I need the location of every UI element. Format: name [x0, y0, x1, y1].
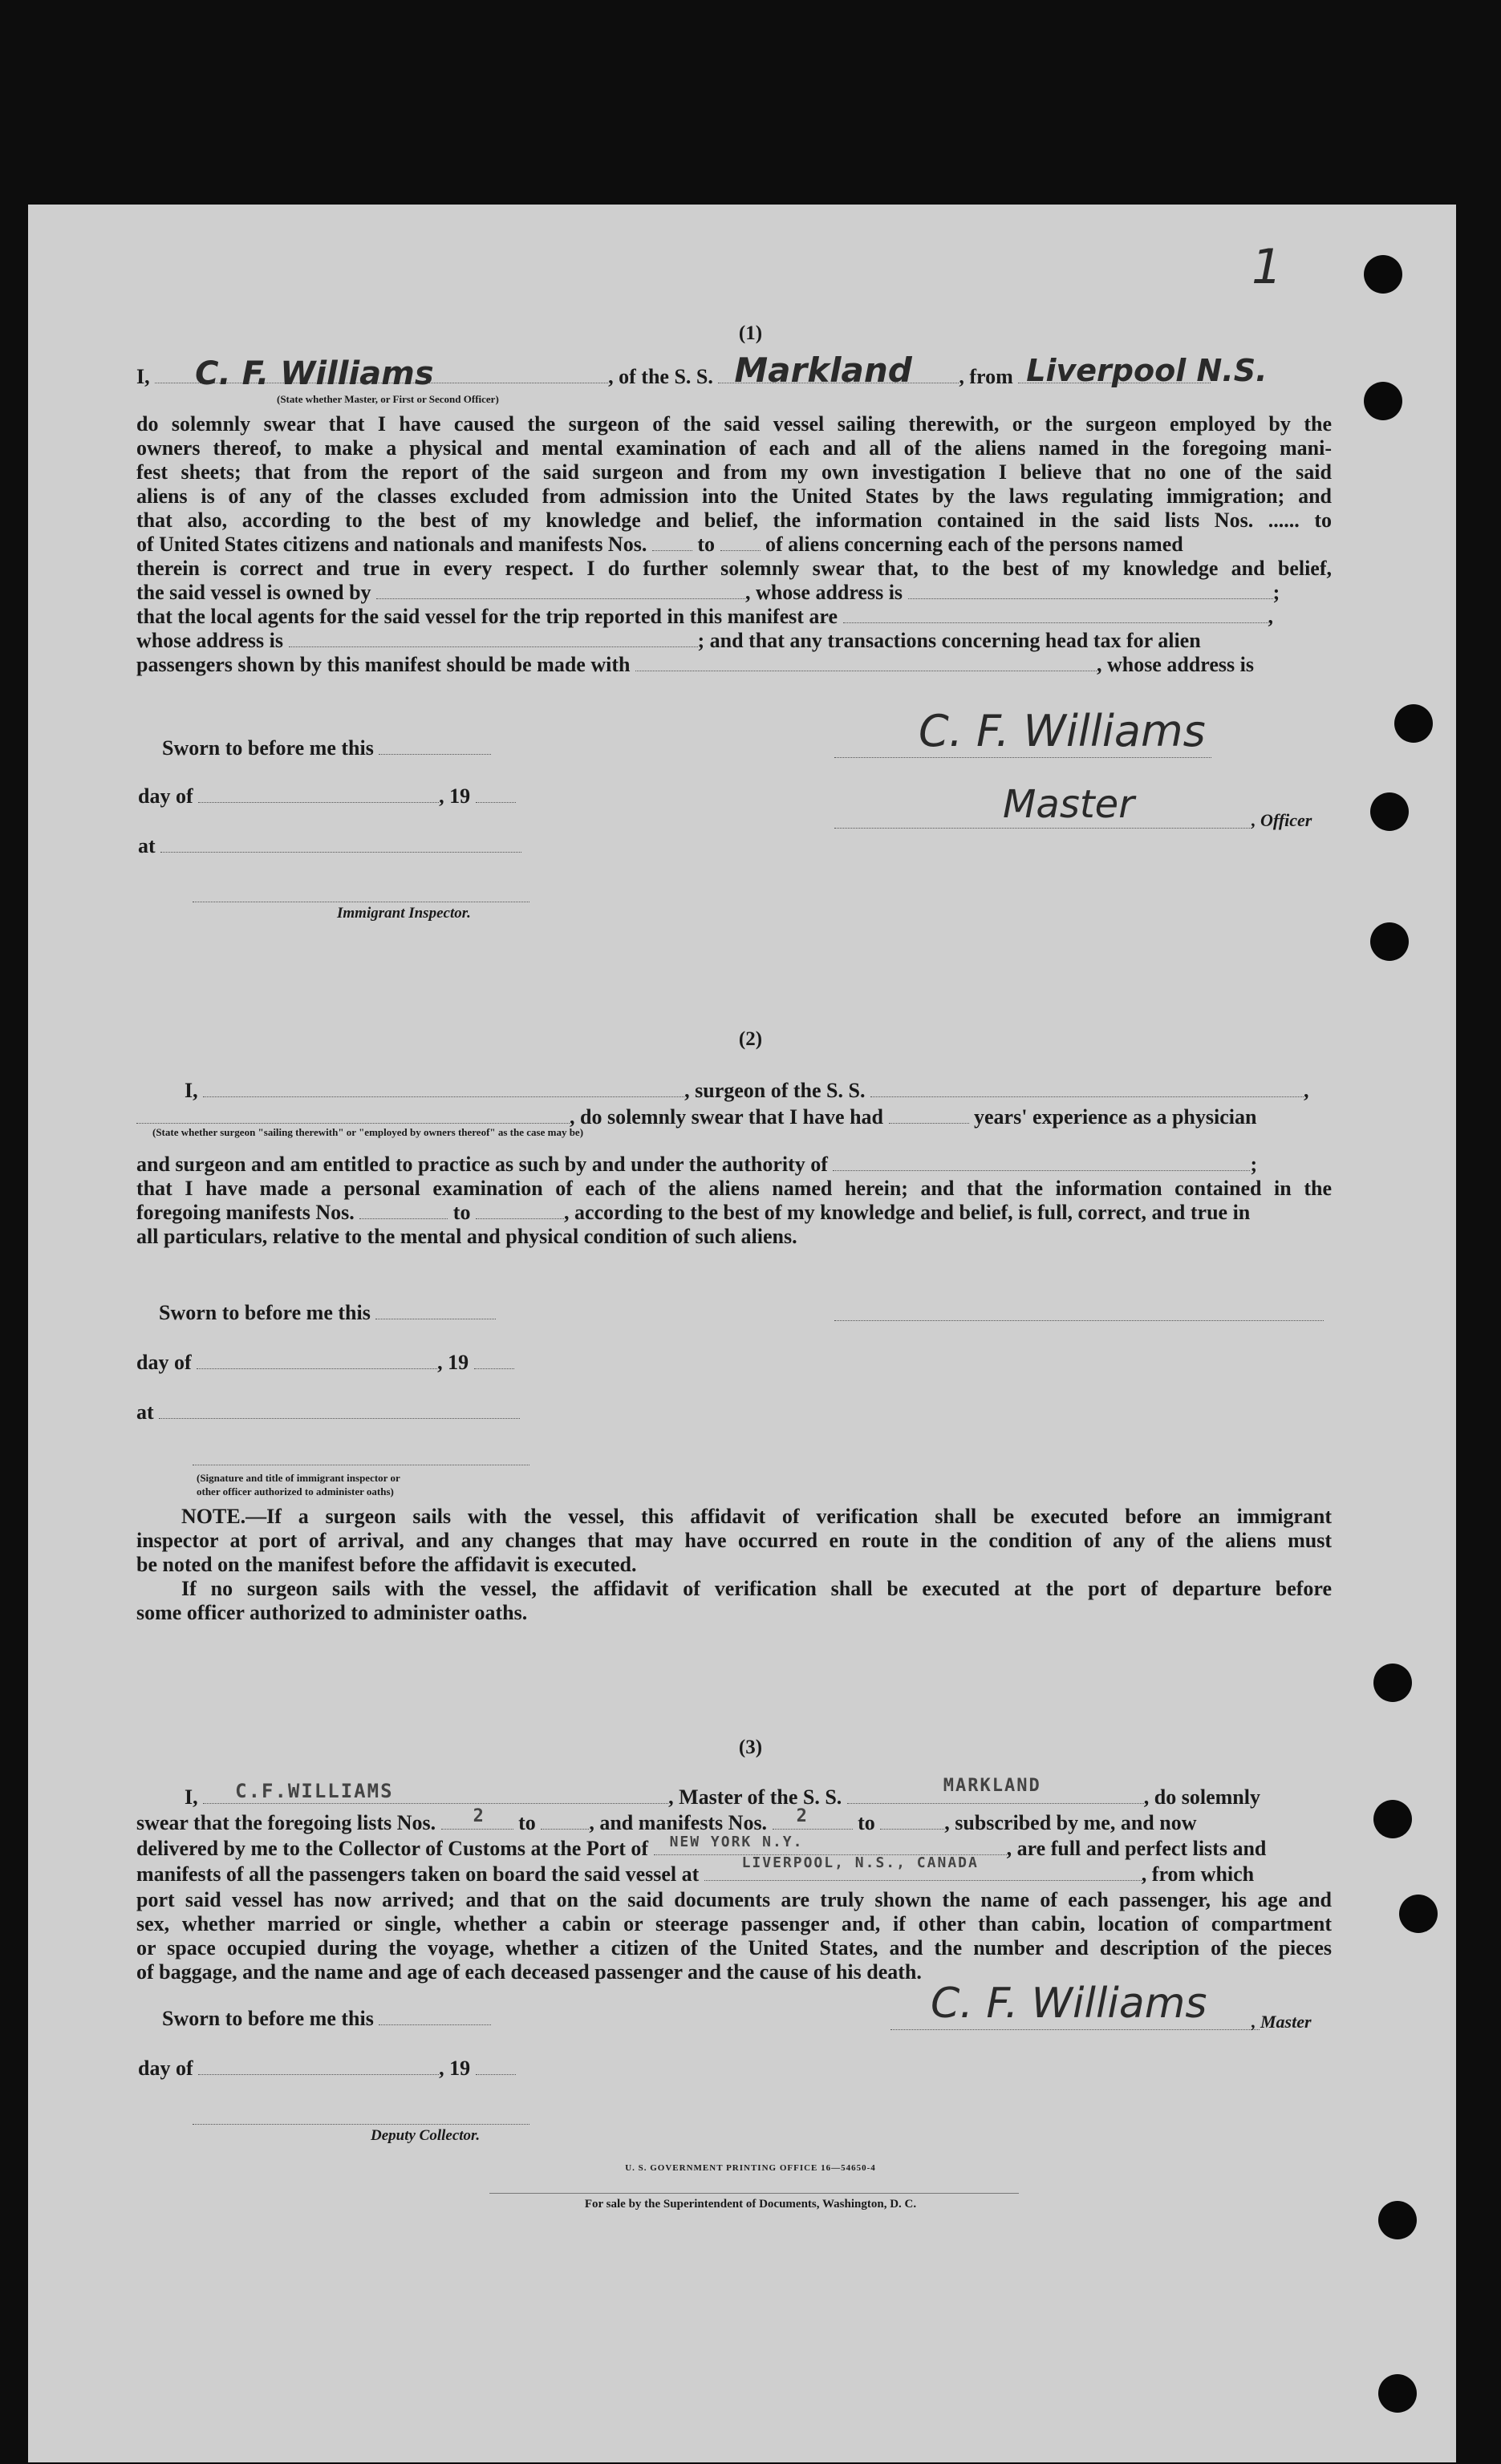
section1-line1: I, C. F. Williams , of the S. S. Markland , from Liverpool N.S.: [136, 351, 1268, 392]
punch-hole: [1370, 792, 1409, 831]
master-signature-line: [890, 2029, 1260, 2030]
text-line: aliens is of any of the classes excluded from admission into the United States by the laws regulating immigration; and: [136, 484, 1332, 508]
collector-label: Deputy Collector.: [371, 2127, 481, 2144]
master-signature-line: [834, 757, 1211, 758]
text-line: of United States citizens and nationals and manifests Nos. to of aliens concerning each of the persons named: [136, 533, 1183, 556]
note-line: some officer authorized to administer oaths.: [136, 1601, 528, 1624]
text-line: the said vessel is owned by , whose address is ;: [136, 581, 1280, 604]
text-line: foregoing manifests Nos. to , according to the best of my knowledge and belief, is full, correct, and true in: [136, 1201, 1251, 1224]
master-label: , Master: [1252, 2012, 1312, 2032]
text-line: do solemnly swear that I have caused the surgeon of the said vessel sailing therewith, or the surgeon employed by the: [136, 412, 1332, 436]
sworn-line: Sworn to before me this: [162, 736, 643, 760]
section2-line0: I, , surgeon of the S. S. ,: [185, 1079, 1309, 1102]
text-line: owners thereof, to make a physical and mental examination of each and all of the aliens named in the foregoing mani-: [136, 436, 1332, 460]
note-line: NOTE.—If a surgeon sails with the vessel, this affidavit of verification shall be executed before an immigrant: [181, 1505, 1332, 1528]
at-line: at: [138, 834, 619, 858]
text-line: passengers shown by this manifest should be made with , whose address is: [136, 653, 1254, 676]
section1-number: (1): [738, 322, 763, 344]
note-line: If no surgeon sails with the vessel, the affidavit of verification shall be executed at the port of departure before: [181, 1577, 1332, 1600]
section2-number: (2): [738, 1028, 763, 1050]
section3-line3: delivered by me to the Collector of Customs at the Port of NEW YORK N.Y. LIVERPOOL, N.S., CANADA , are full and perfect lists and: [136, 1837, 1332, 1861]
text-line: that I have made a personal examination of each of the aliens named herein; and that the information contained in the: [136, 1177, 1332, 1200]
day-of-line: day of , 19: [138, 2057, 619, 2081]
text-line: all particulars, relative to the mental and physical condition of such aliens.: [136, 1225, 797, 1248]
corner-mark: 1: [1252, 239, 1283, 295]
lists-number-stamp: 2: [473, 1806, 485, 1826]
collector-signature-line: [193, 2124, 529, 2125]
punch-hole: [1364, 382, 1402, 420]
punch-hole: [1373, 1800, 1412, 1838]
text-line: therein is correct and true in every respect. I do further solemnly swear that, to the best of my knowledge and belief,: [136, 557, 1332, 580]
inspector-label: Immigrant Inspector.: [337, 905, 471, 922]
section3-line1: I, C.F.WILLIAMS , Master of the S. S. MARKLAND , do solemnly: [185, 1776, 1260, 1809]
section2-line1: , do solemnly swear that I have had years' experience as a physician: [136, 1105, 1332, 1129]
footer-rule: [489, 2193, 1019, 2194]
day-of-line: day of , 19: [136, 1351, 618, 1375]
from-port-handwritten: Liverpool N.S.: [1026, 353, 1268, 388]
vessel-name-handwritten: Markland: [734, 351, 912, 390]
manifests-number-stamp: 2: [796, 1806, 809, 1826]
departure-port-stamp: LIVERPOOL, N.S., CANADA: [741, 1854, 979, 1871]
officer-label: , Officer: [1252, 810, 1312, 830]
day-of-line: day of , 19: [138, 784, 619, 808]
arrival-port-stamp: NEW YORK N.Y.: [669, 1834, 804, 1850]
master-signature: C. F. Williams: [919, 706, 1206, 756]
gpo-imprint: U. S. GOVERNMENT PRINTING OFFICE 16—54650-4: [625, 2163, 876, 2173]
text-line: and surgeon and am entitled to practice as such by and under the authority of ;: [136, 1153, 1258, 1176]
at-line: at: [136, 1400, 618, 1424]
sig-note-1: (Signature and title of immigrant inspector or: [197, 1472, 400, 1484]
text-line: sex, whether married or single, whether a cabin or steerage passenger and, if other than cabin, location of compartment: [136, 1912, 1332, 1935]
note-line: inspector at port of arrival, and any changes that may have occurred en route in the condition of any of the aliens must: [136, 1529, 1332, 1552]
punch-hole: [1394, 704, 1433, 743]
section3-line2: swear that the foregoing lists Nos. 2 to , and manifests Nos. 2 to , subscribed by me, and now: [136, 1806, 1197, 1834]
text-line: that also, according to the best of my knowledge and belief, the information contained in the said lists Nos. ...... to: [136, 509, 1332, 532]
text-line: fest sheets; that from the report of the said surgeon and from my own investigation I believe that no one of the said: [136, 460, 1332, 484]
officer-note: (State whether Master, or First or Second Officer): [277, 393, 499, 405]
punch-hole: [1364, 255, 1402, 294]
surgeon-note: (State whether surgeon "sailing therewith" or "employed by owners thereof" as the case may be): [152, 1126, 584, 1138]
officer-title-line: [834, 828, 1252, 829]
sworn-line: Sworn to before me this: [162, 2007, 643, 2031]
note-line: be noted on the manifest before the affidavit is executed.: [136, 1553, 637, 1576]
text-line: of baggage, and the name and age of each deceased passenger and the cause of his death.: [136, 1960, 922, 1984]
punch-hole: [1370, 922, 1409, 961]
master-signature: C. F. Williams: [931, 1980, 1207, 2028]
text-line: that the local agents for the said vessel for the trip reported in this manifest are ,: [136, 605, 1274, 628]
section3-body: [136, 1888, 1332, 1984]
officer-name-handwritten: C. F. Williams: [195, 355, 434, 392]
sworn-line: Sworn to before me this: [159, 1301, 640, 1325]
sale-notice: For sale by the Superintendent of Documents, Washington, D. C.: [584, 2198, 917, 2211]
surgeon-signature-line: [834, 1320, 1324, 1321]
section3-number: (3): [738, 1737, 763, 1758]
section1-body: [136, 412, 1332, 677]
note-block: [136, 1505, 1332, 1625]
punch-hole: [1373, 1664, 1412, 1702]
master-title-handwritten: Master: [1003, 782, 1134, 827]
text-line: port said vessel has now arrived; and that on the said documents are truly shown the name of each passenger, his age and: [136, 1888, 1332, 1911]
punch-hole: [1378, 2374, 1417, 2413]
text-line: whose address is ; and that any transactions concerning head tax for alien: [136, 629, 1201, 652]
master-name-stamp: C.F.WILLIAMS: [235, 1780, 394, 1802]
sig-note-2: other officer authorized to administer oaths): [197, 1485, 394, 1497]
text-line: or space occupied during the voyage, whether a citizen of the United States, and the number and description of the pieces: [136, 1936, 1332, 1959]
punch-hole: [1399, 1895, 1438, 1933]
section2-body: [136, 1153, 1332, 1249]
vessel-name-stamp: MARKLAND: [943, 1776, 1041, 1796]
section3-line4: manifests of all the passengers taken on board the said vessel at , from which: [136, 1862, 1255, 1886]
